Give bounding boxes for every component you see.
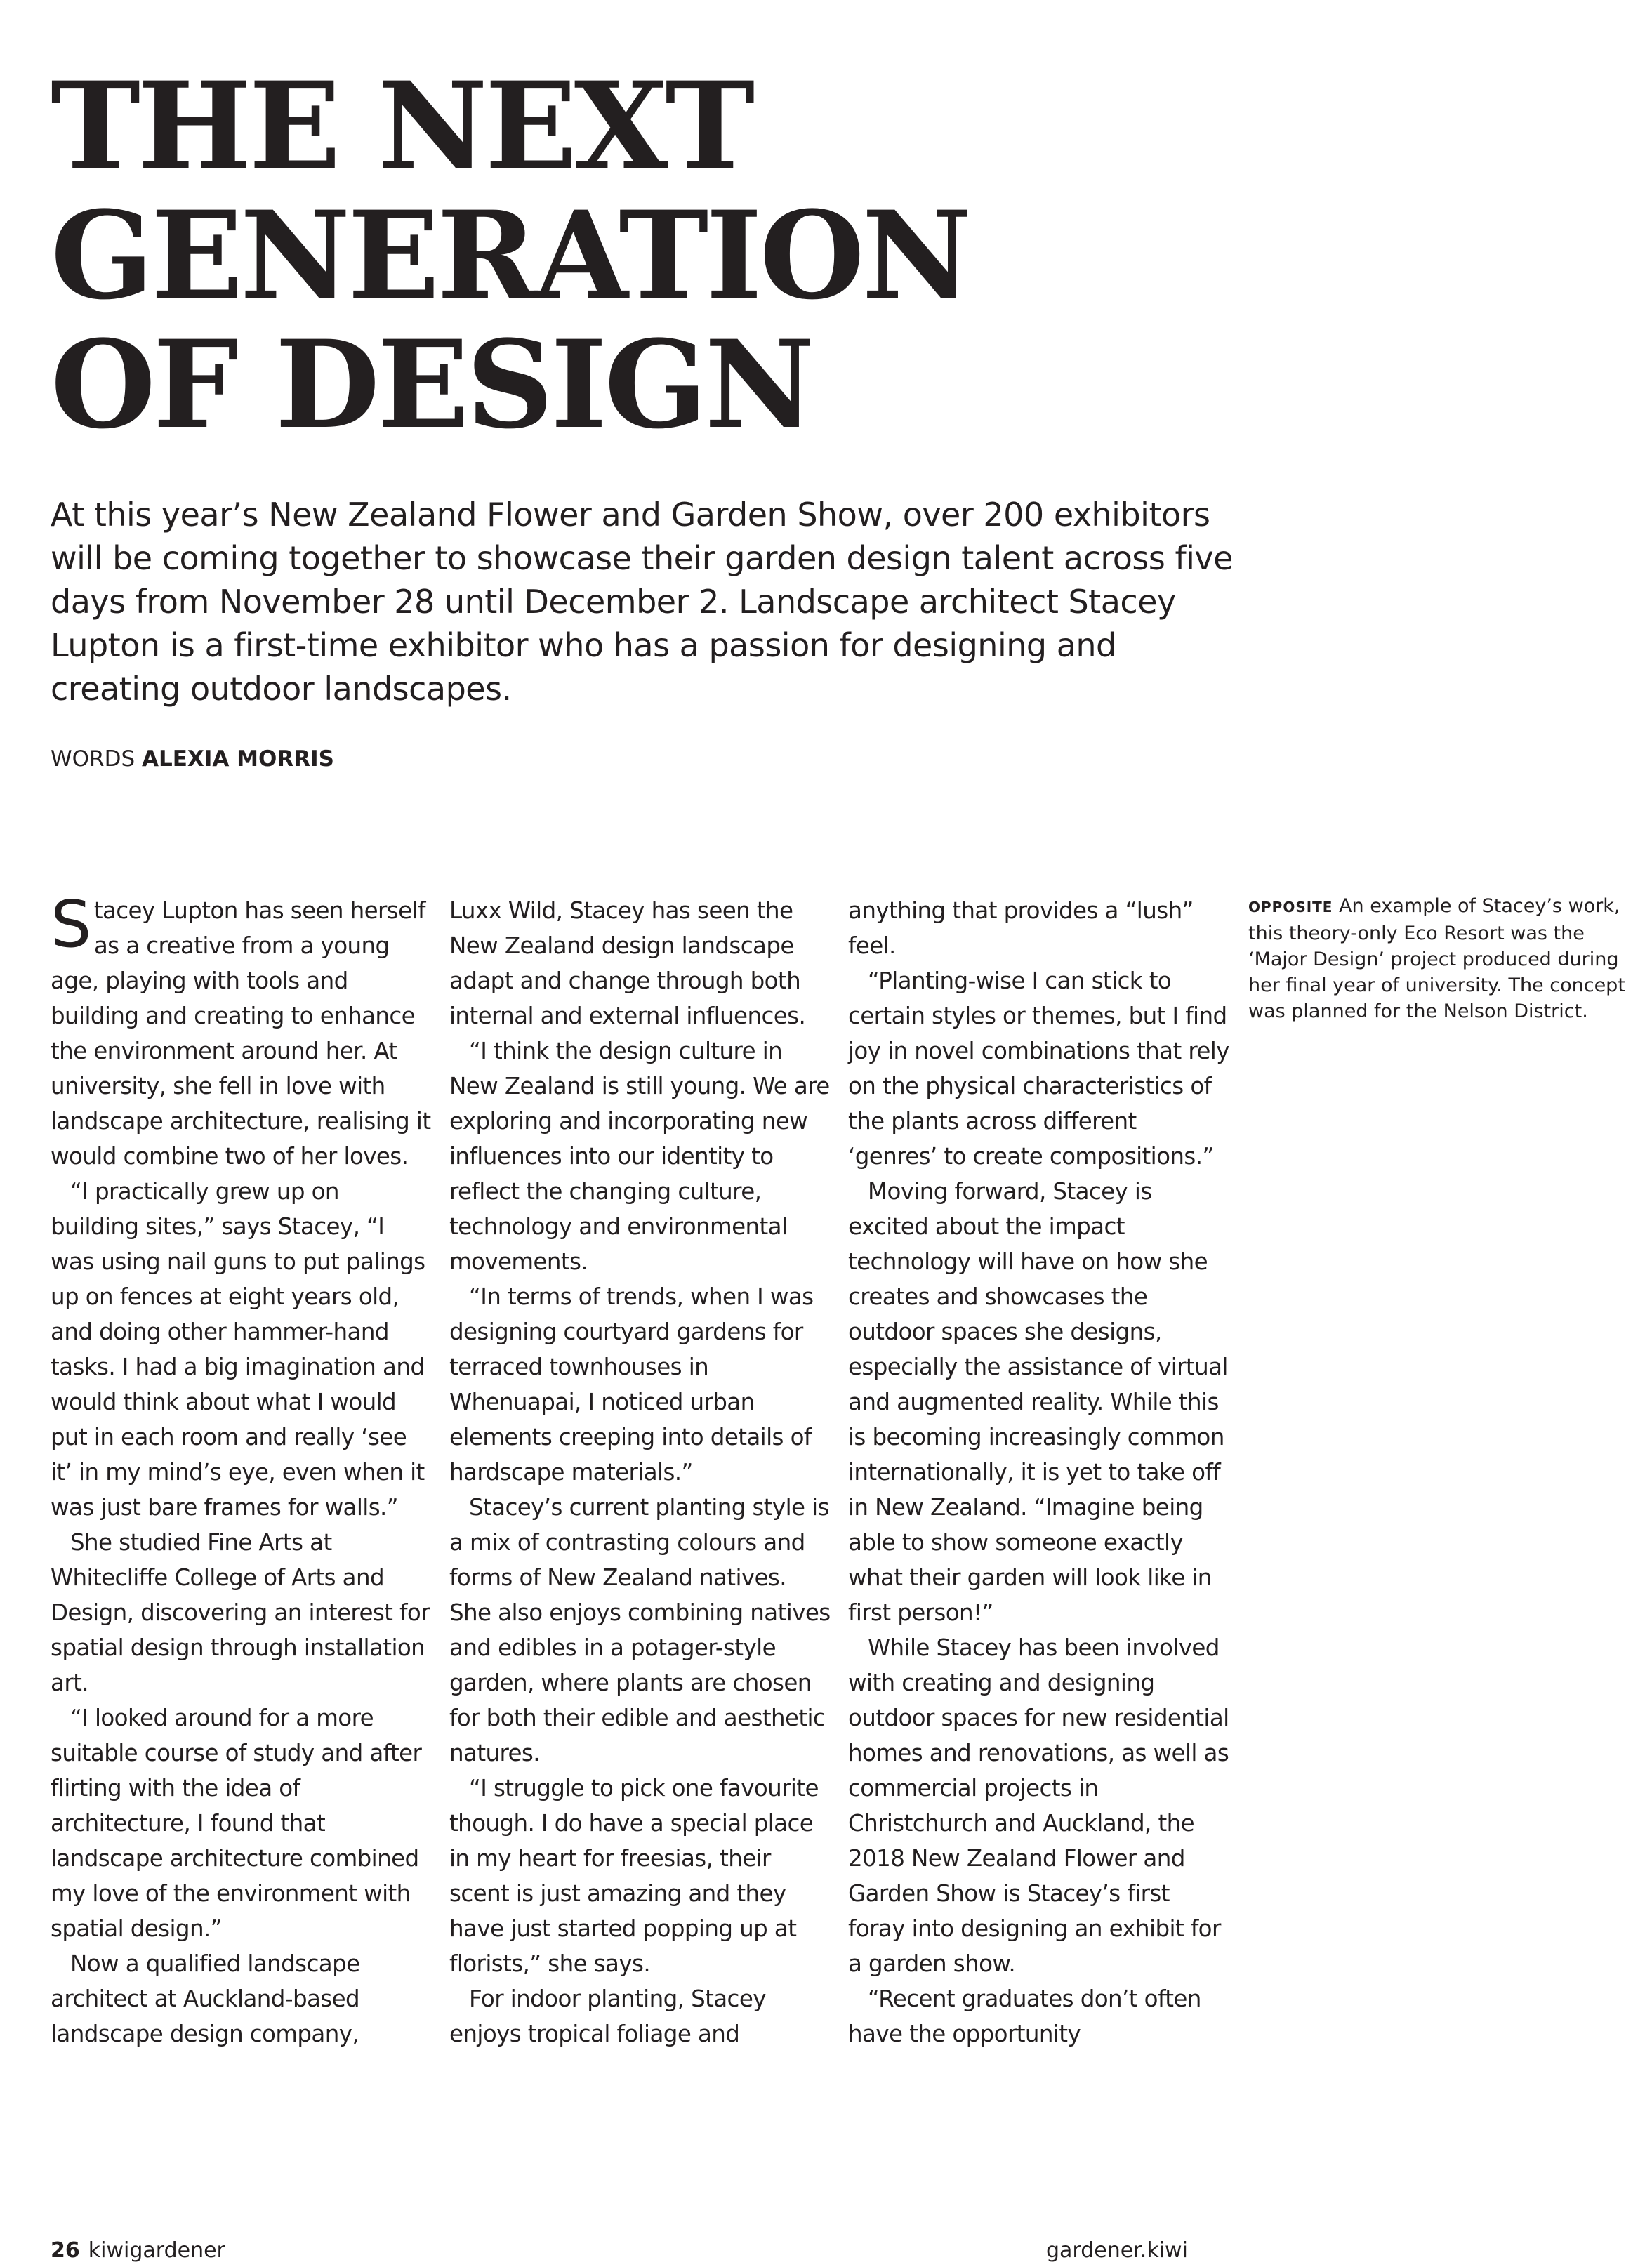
byline-label: WORDS — [51, 746, 136, 772]
standfirst: At this year’s New Zealand Flower and Garden Show, over 200 exhibitors will be coming together to showcase their garden design talent across five days from November 28 until December 2. Landscape architect Stacey Lupton is a first-time exhibitor who has a passion for designing and creating outdoor landscapes. — [51, 496, 1233, 708]
drop-cap: S — [51, 887, 91, 962]
headline — [51, 55, 1174, 456]
body-paragraph: Stacey’s current planting style is a mix of contrasting colours and forms of New Zealand natives. She also enjoys combining natives and edibles in a potager-style garden, where plants are chosen for both their edible and aesthetic natures. — [449, 1494, 831, 1766]
body-paragraph: Moving forward, Stacey is excited about the impact technology will have on how she creates and showcases the outdoor spaces she designs, especially the assistance of virtual and augmented reality. While this is becoming increasingly common internationally, it is yet to take off in New Zealand. “Imagine being able to show someone exactly what their garden will look like in first person!” — [848, 1178, 1228, 1626]
body-paragraph: She studied Fine Arts at Whitecliffe College of Arts and Design, discovering an interest for spatial design through installation art. — [51, 1529, 430, 1696]
caption-text: An example of Stacey’s work, this theory-only Eco Resort was the ‘Major Design’ project produced during her final year of university. The concept was planned for the Nelson District. — [1248, 895, 1625, 1022]
body-paragraph: anything that provides a “lush” feel. — [848, 897, 1194, 959]
body-paragraph: “Planting-wise I can stick to certain styles or themes, but I find joy in novel combinations that rely on the physical characteristics of the plants across different ‘genres’ to create compositions.” — [848, 967, 1229, 1170]
body-paragraph: “I struggle to pick one favourite though. I do have a special place in my heart for freesias, their scent is just amazing and they have just started popping up at florists,” she says. — [449, 1775, 819, 1977]
magazine-name: kiwigardener — [88, 2238, 225, 2263]
headline-line-2: GENERATION — [51, 184, 970, 326]
headline-line-3: OF DESIGN — [51, 313, 812, 456]
body-paragraph: “I think the design culture in New Zealand is still young. We are exploring and incorporating new influences into our identity to reflect the changing culture, technology and environmental movements. — [449, 1038, 830, 1275]
byline-author: ALEXIA MORRIS — [142, 746, 334, 772]
body-paragraph: Luxx Wild, Stacey has seen the New Zealand design landscape adapt and change through both internal and external influences. — [449, 897, 806, 1029]
body-paragraph: “I practically grew up on building sites,” says Stacey, “I was using nail guns to put palings up on fences at eight years old, and doing other hammer-hand tasks. I had a big imagination and would think about what I would put in each room and really ‘see it’ in my mind’s eye, even when it was just bare frames for walls.” — [51, 1178, 425, 1521]
byline — [51, 746, 334, 772]
body-column-2 — [449, 893, 832, 2051]
body-column-3 — [848, 893, 1231, 2051]
caption-label: OPPOSITE — [1248, 899, 1333, 916]
page-number: 26 — [51, 2238, 80, 2263]
body-paragraph: Now a qualified landscape architect at Auckland-based landscape design company, — [51, 1950, 360, 2047]
photo-caption — [1248, 893, 1627, 1024]
headline-line-1: THE NEXT — [51, 55, 753, 197]
body-paragraph: While Stacey has been involved with creating and designing outdoor spaces for new residential homes and renovations, as well as commercial projects in Christchurch and Auckland, the 2018 New Zealand Flower and Garden Show is Stacey’s first foray into designing an exhibit for a garden show. — [848, 1634, 1229, 1977]
body-paragraph: “Recent graduates don’t often have the opportunity — [848, 1985, 1201, 2047]
footer-website: gardener.kiwi — [1046, 2238, 1188, 2263]
body-column-1 — [51, 887, 433, 2051]
footer-left — [51, 2238, 225, 2263]
body-paragraph: For indoor planting, Stacey enjoys tropical foliage and — [449, 1985, 766, 2047]
body-paragraph-text: tacey Lupton has seen herself as a creative from a young age, playing with tools and building and creating to enhance the environment around her. At university, she fell in love with landscape architecture, realising it would combine two of her loves. — [51, 897, 431, 1170]
body-paragraph — [51, 887, 433, 1174]
body-paragraph: “In terms of trends, when I was designing courtyard gardens for terraced townhouses in Whenuapai, I noticed urban elements creeping into details of hardscape materials.” — [449, 1283, 814, 1486]
body-paragraph: “I looked around for a more suitable course of study and after flirting with the idea of architecture, I found that landscape architecture combined my love of the environment with spatial design.” — [51, 1705, 422, 1942]
